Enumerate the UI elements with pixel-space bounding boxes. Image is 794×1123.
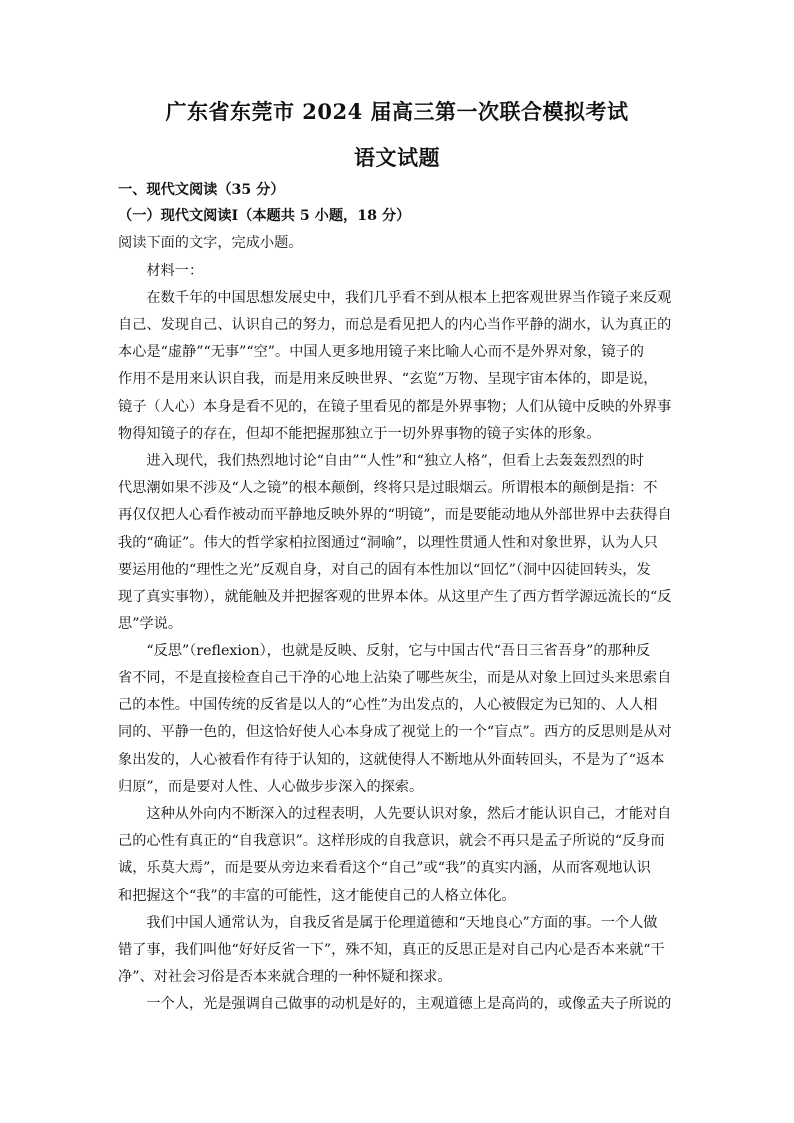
section-heading: 一、现代文阅读（35 分） — [118, 182, 285, 198]
body-line: 本心是“虚静”“无事”“空”。中国人更多地用镜子来比喻人心而不是外界对象，镜子的 — [118, 344, 644, 360]
body-line: 和把握这个“我”的丰富的可能性，这才能使自己的人格立体化。 — [118, 888, 516, 904]
body-line: 诚，乐莫大焉”，而是要从旁边来看看这个“自己”或“我”的真实内涵，从而客观地认识 — [118, 860, 651, 876]
body-line: 这种从外向内不断深入的过程表明，人先要认识对象，然后才能认识自己，才能对自 — [118, 806, 672, 822]
body-line: 归原”，而是要对人性、人心做步步深入的探索。 — [118, 779, 424, 795]
body-line: 现了真实事物），就能触及并把握客观的世界本体。从这里产生了西方哲学源远流长的“反 — [118, 589, 672, 605]
body-line: 代思潮如果不涉及“人之镜”的根本颠倒，终将只是过眼烟云。所谓根本的颠倒是指：不 — [118, 480, 658, 496]
document-title: 广东省东莞市 2024 届高三第一次联合模拟考试 — [165, 99, 629, 124]
body-line: 思”学说。 — [118, 616, 183, 632]
body-line: 进入现代，我们热烈地讨论“自由”“人性”和“独立人格”，但看上去轰轰烈烈的时 — [118, 453, 644, 469]
instruction-text: 阅读下面的文字，完成小题。 — [118, 235, 303, 251]
body-line: 错了事，我们叫他“好好反省一下”，殊不知，真正的反思正是对自己内心是否本来就“干 — [118, 942, 665, 958]
body-line: 镜子（人心）本身是看不见的，在镜子里看见的都是外界事物；人们从镜中反映的外界事 — [118, 399, 672, 415]
body-line: 同的、平静一色的，但这恰好使人心本身成了视觉上的一个“盲点”。西方的反思则是从对 — [118, 724, 672, 740]
body-line: 我的“确证”。伟大的哲学家柏拉图通过“洞喻”，以理性贯通人性和对象世界，认为人只 — [118, 535, 658, 551]
body-line: 象出发的，人心被看作有待于认知的，这就使得人不断地从外面转回头，不是为了“返本 — [118, 752, 665, 768]
body-line: 在数千年的中国思想发展史中，我们几乎看不到从根本上把客观世界当作镜子来反观 — [118, 290, 672, 306]
body-line: 己的本性。中国传统的反省是以人的“心性”为出发点的，人心被假定为已知的、人人相 — [118, 697, 658, 713]
body-line: 要运用他的“理性之光”反观自身，对自己的固有本性加以“回忆”（洞中囚徒回转头，发 — [118, 562, 651, 578]
body-line: 净”、对社会习俗是否本来就合理的一种怀疑和探求。 — [118, 969, 452, 985]
body-line: 省不同，不是直接检查自己干净的心地上沾染了哪些灰尘，而是从对象上回过头来思索自 — [118, 670, 672, 686]
body-line: 自己、发现自己、认识自己的努力，而总是看见把人的内心当作平静的湖水，认为真正的 — [118, 317, 672, 333]
body-line: 再仅仅把人心看作被动而平静地反映外界的“明镜”，而是要能动地从外部世界中去获得自 — [118, 507, 672, 523]
material-label: 材料一： — [118, 263, 204, 279]
body-line: “反思”（reflexion），也就是反映、反射，它与中国古代“吾日三省吾身”的那种反 — [118, 643, 651, 659]
document-subtitle: 语文试题 — [354, 145, 440, 170]
body-line: 己的心性有真正的“自我意识”。这样形成的自我意识，就会不再只是孟子所说的“反身而 — [118, 833, 665, 849]
body-line: 作用不是用来认识自我，而是用来反映世界、“玄览”万物、呈现宇宙本体的，即是说， — [118, 371, 658, 387]
body-line: 我们中国人通常认为，自我反省是属于伦理道德和“天地良心”方面的事。一个人做 — [118, 915, 658, 931]
subsection-heading: （一）现代文阅读Ⅰ（本题共 5 小题，18 分） — [118, 208, 411, 224]
body-line: 一个人，光是强调自己做事的动机是好的，主观道德上是高尚的，或像孟夫子所说的 — [118, 996, 672, 1012]
body-line: 物得知镜子的存在，但却不能把握那独立于一切外界事物的镜子实体的形象。 — [118, 426, 601, 442]
